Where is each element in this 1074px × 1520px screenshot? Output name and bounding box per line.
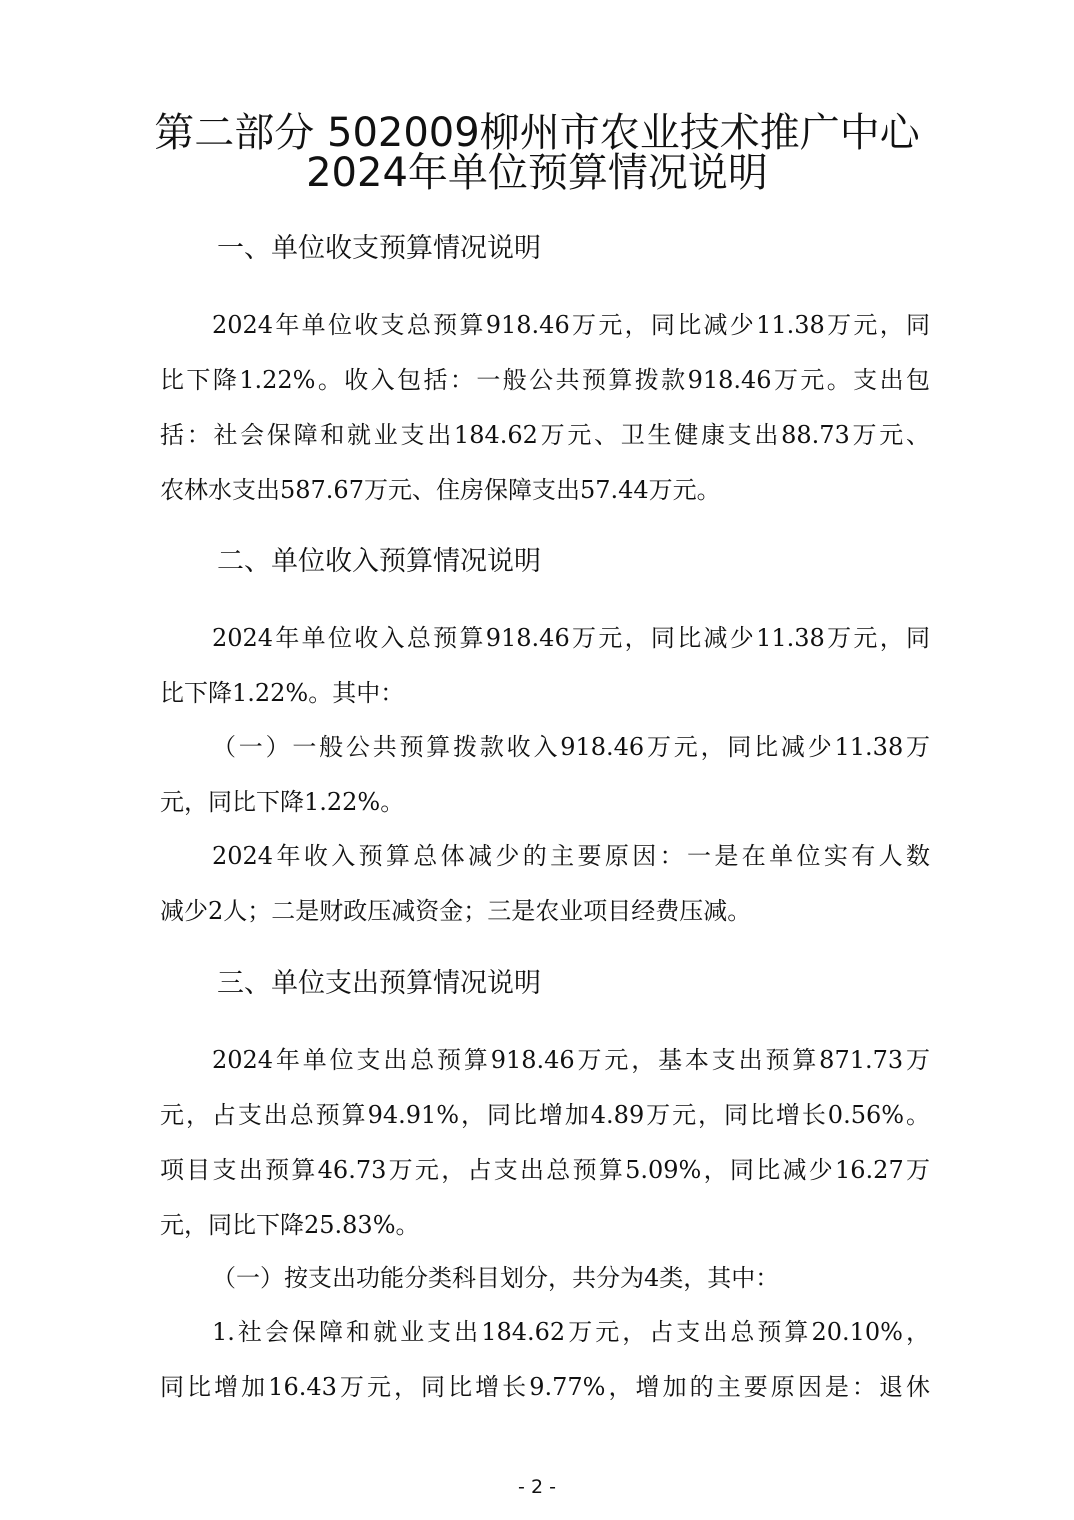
text-line: 比下降1.22%。收入包括：一般公共预算拨款918.46万元。支出包 xyxy=(160,366,930,394)
section-heading-2: 二、单位收入预算情况说明 xyxy=(217,546,541,577)
section-2-paragraph-3 xyxy=(160,829,930,939)
section-heading-3: 三、单位支出预算情况说明 xyxy=(217,968,541,999)
text-line: 1.社会保障和就业支出184.62万元，占支出总预算20.10%， xyxy=(212,1318,930,1346)
text-line: （一）按支出功能分类科目划分，共分为4类，其中： xyxy=(212,1264,780,1292)
text-line: 括：社会保障和就业支出184.62万元、卫生健康支出88.73万元、 xyxy=(160,421,930,449)
section-2-paragraph-1 xyxy=(160,611,930,721)
text-line: 元，同比下降1.22%。 xyxy=(160,788,405,816)
text-line: 农林水支出587.67万元、住房保障支出57.44万元。 xyxy=(160,476,721,504)
text-line: 比下降1.22%。其中： xyxy=(160,679,405,707)
text-line: 2024年单位支出总预算918.46万元，基本支出预算871.73万 xyxy=(212,1046,930,1074)
section-3-paragraph-2 xyxy=(160,1251,930,1306)
text-line: 项目支出预算46.73万元，占支出总预算5.09%，同比减少16.27万 xyxy=(160,1156,930,1184)
section-heading-1: 一、单位收支预算情况说明 xyxy=(217,233,541,264)
section-3-paragraph-1 xyxy=(160,1033,930,1253)
text-line: 减少2人；二是财政压减资金；三是农业项目经费压减。 xyxy=(160,897,752,925)
page-title-line-2: 2024年单位预算情况说明 xyxy=(306,150,768,196)
section-2-paragraph-2 xyxy=(160,720,930,830)
text-line: 2024年收入预算总体减少的主要原因：一是在单位实有人数 xyxy=(212,842,930,870)
text-line: （一）一般公共预算拨款收入918.46万元，同比减少11.38万 xyxy=(212,733,930,761)
section-3-paragraph-3 xyxy=(160,1305,930,1415)
text-line: 2024年单位收支总预算918.46万元，同比减少11.38万元，同 xyxy=(212,311,930,339)
section-1-paragraph-1 xyxy=(160,298,930,518)
text-line: 元，同比下降25.83%。 xyxy=(160,1211,420,1239)
page-number: - 2 - xyxy=(518,1476,556,1498)
text-line: 元，占支出总预算94.91%，同比增加4.89万元，同比增长0.56%。 xyxy=(160,1101,930,1129)
text-line: 同比增加16.43万元，同比增长9.77%，增加的主要原因是：退休 xyxy=(160,1373,930,1401)
text-line: 2024年单位收入总预算918.46万元，同比减少11.38万元，同 xyxy=(212,624,930,652)
page-title-line-1: 第二部分 502009柳州市农业技术推广中心 xyxy=(154,110,920,156)
